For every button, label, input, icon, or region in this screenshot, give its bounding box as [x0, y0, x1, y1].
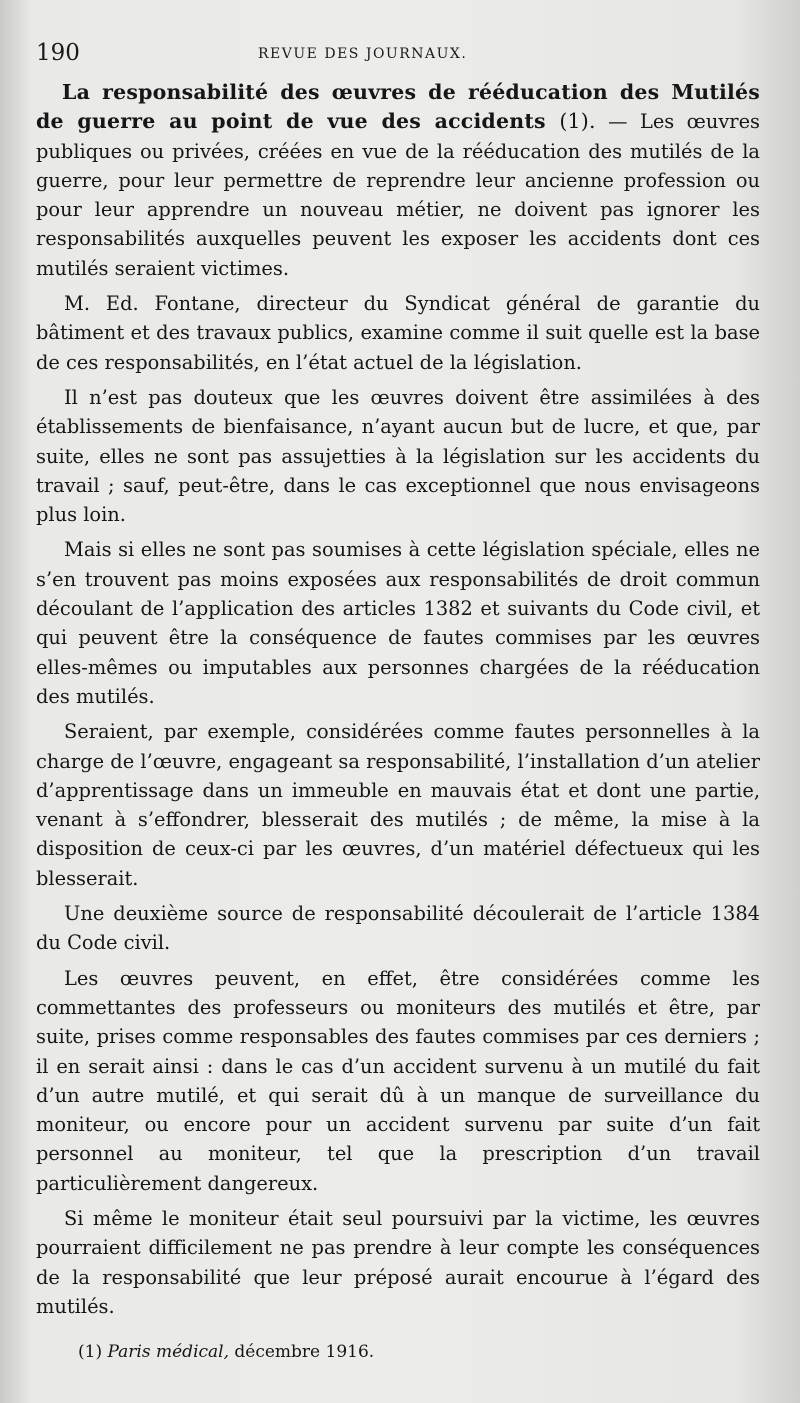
article-heading-text: La responsabilité des œuvres de rééducation des Mutilés de guerre au point de vue des accidents	[36, 80, 760, 134]
footnote-source: Paris médical,	[107, 1342, 229, 1362]
article-intro-paragraph	[36, 78, 760, 283]
footnote-date: décembre 1916.	[234, 1342, 375, 1362]
paragraph: Mais si elles ne sont pas soumises à cette législation spéciale, elles ne s’en trouvent pas moins exposées aux responsabilités de droit commun découlant de l’application des articles 1382 et suivants du Code civil, et qui peuvent être la conséquence de fautes commises par les œuvres elles-mêmes ou imputables aux personnes chargées de la rééducation des mutilés.	[36, 538, 760, 708]
paragraph: Les œuvres peuvent, en effet, être considérées comme les commettantes des professeurs ou moniteurs des mutilés et être, par suite, prises comme responsables des fautes commises par ces derniers ; il en serait ainsi : dans le cas d’un accident survenu à un mutilé du fait d’un autre mutilé, et qui serait dû à un manque de surveillance du moniteur, ou encore pour un accident survenu par suite d’un fait personnel au moniteur, tel que la prescription d’un travail particulièrement dangereux.	[36, 966, 760, 1195]
article-body	[36, 78, 760, 1327]
footnote-marker: (1)	[78, 1342, 103, 1362]
article-heading-footnote-ref: (1).	[559, 109, 596, 134]
paragraph: Si même le moniteur était seul poursuivi par la victime, les œuvres pourraient difficilement ne pas prendre à leur compte les conséquences de la responsabilité que leur préposé aurait encourue à l’égard des mutilés.	[36, 1206, 760, 1318]
footnote	[78, 1342, 758, 1362]
paragraph: M. Ed. Fontane, directeur du Syndicat général de garantie du bâtiment et des travaux publics, examine comme il suit quelle est la base de ces responsabilités, en l’état actuel de la législation.	[36, 292, 760, 374]
running-head	[36, 40, 760, 70]
article-intro-text: — Les œuvres publiques ou privées, créées en vue de la rééducation des mutilés de la guerre, pour leur permettre de reprendre leur ancienne profession ou pour leur apprendre un nouveau métier, ne doivent pas ignorer les responsabilités auxquelles peuvent les exposer les accidents dont ces mutilés seraient victimes.	[36, 110, 760, 280]
page-number: 190	[36, 40, 80, 66]
journal-title: REVUE DES JOURNAUX.	[258, 46, 468, 62]
paragraph: Seraient, par exemple, considérées comme fautes personnelles à la charge de l’œuvre, engageant sa responsabilité, l’installation d’un atelier d’apprentissage dans un immeuble en mauvais état et dont une partie, venant à s’effondrer, blesserait des mutilés ; de même, la mise à la disposition de ceux-ci par les œuvres, d’un matériel défectueux qui les blesserait.	[36, 720, 760, 890]
paragraph: Une deuxième source de responsabilité découlerait de l’article 1384 du Code civil.	[36, 902, 760, 955]
paragraph: Il n’est pas douteux que les œuvres doivent être assimilées à des établissements de bienfaisance, n’ayant aucun but de lucre, et que, par suite, elles ne sont pas assujetties à la législation sur les accidents du travail ; sauf, peut-être, dans le cas exceptionnel que nous envisageons plus loin.	[36, 385, 760, 527]
